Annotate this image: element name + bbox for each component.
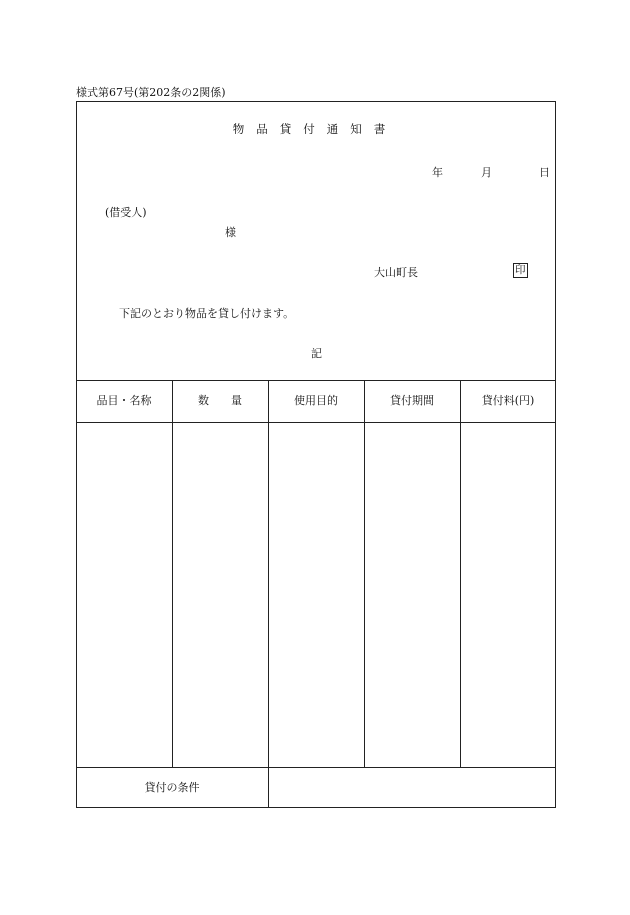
issuer-name: 大山町長 [374, 266, 418, 279]
header-loan-period: 貸付期間 [390, 394, 434, 407]
column-divider-3 [364, 380, 365, 767]
date-year-label: 年 [432, 166, 443, 179]
header-purpose: 使用目的 [294, 394, 338, 407]
column-divider-4 [460, 380, 461, 767]
form-frame [76, 101, 556, 808]
form-number: 様式第67号(第202条の2関係) [76, 86, 226, 99]
header-item-name: 品目・名称 [96, 394, 152, 407]
conditions-label: 貸付の条件 [144, 781, 200, 794]
column-divider-1 [172, 380, 173, 767]
date-month-label: 月 [481, 166, 492, 179]
seal-stamp-box: 印 [515, 264, 526, 276]
document-title: 物品貸付通知書 [232, 122, 398, 136]
header-quantity: 数 量 [198, 394, 242, 407]
header-loan-fee: 貸付料(円) [481, 394, 535, 407]
column-divider-2 [268, 380, 269, 808]
header-bottom-border [76, 422, 556, 423]
conditions-value [268, 767, 564, 808]
body-text: 下記のとおり物品を貸し付けます。 [119, 307, 295, 320]
ki-label: 記 [311, 347, 322, 360]
date-day-label: 日 [539, 166, 550, 179]
seal-mark [513, 263, 528, 278]
borrower-label: (借受人) [105, 206, 147, 219]
honorific-sama: 様 [225, 226, 236, 239]
